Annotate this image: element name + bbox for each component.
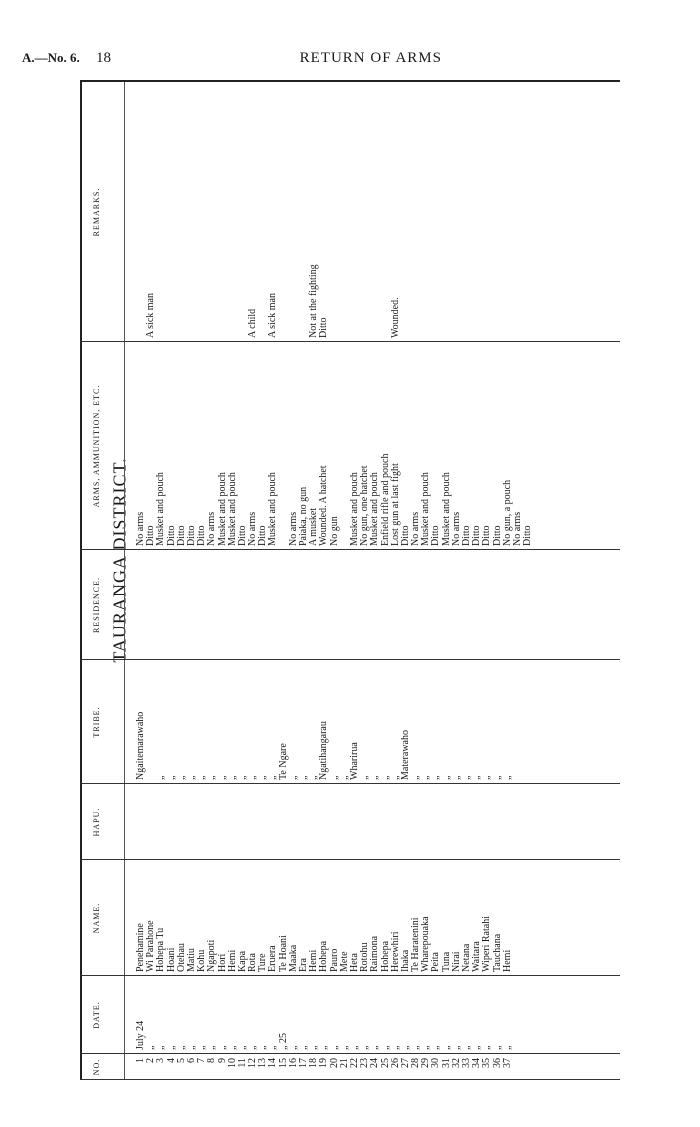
row-date: „ [216, 1045, 228, 1050]
table-right-border [80, 80, 620, 82]
row-arms: Ditto [165, 525, 177, 546]
row-name: Era [298, 958, 309, 972]
row-date: „ 25 [277, 1033, 289, 1050]
row-arms: Ditto [257, 525, 269, 546]
row-number: 20 [328, 1058, 340, 1068]
row-arms: Ditto [430, 525, 442, 546]
row-name: Hohepa [379, 940, 391, 972]
document-reference: A.—No. 6. [22, 50, 80, 65]
row-arms: No arms [135, 511, 146, 546]
row-name [523, 862, 533, 972]
row-date: „ [501, 1045, 513, 1050]
col-header-no: NO. [92, 1058, 101, 1076]
row-arms: A musket [308, 507, 320, 546]
row-date: „ [369, 1045, 381, 1050]
row-tribe: „ [389, 775, 401, 780]
row-number [523, 1058, 533, 1078]
row-name: Otehau [175, 943, 187, 972]
row-arms: Ditto [471, 525, 483, 546]
row-date: „ [328, 1045, 340, 1050]
row-number [513, 1058, 523, 1078]
row-name: Hohepa [318, 940, 330, 972]
row-name: Wiperi Ratahi [481, 916, 493, 972]
row-tribe: Te Ngare [277, 743, 289, 780]
row-number: 35 [481, 1058, 493, 1068]
running-title: RETURN OF ARMS [299, 50, 442, 66]
row-date: „ [379, 1045, 391, 1050]
row-name: Tuna [440, 951, 452, 972]
row-arms: Musket and pouch [267, 472, 279, 546]
row-number: 34 [471, 1058, 483, 1068]
row-arms: Ditto [481, 525, 493, 546]
row-name: Hoani [165, 947, 177, 972]
row-remarks: A sick man [267, 293, 279, 338]
row-name: Netana [461, 943, 472, 972]
row-tribe: „ [257, 775, 269, 780]
row-name: Hori [216, 953, 228, 972]
row-arms: Lost gun at last fight [389, 463, 401, 546]
row-remarks [279, 88, 289, 338]
row-tribe: Materawaho [399, 730, 411, 780]
row-remarks [523, 88, 533, 338]
row-arms: Musket and pouch [155, 472, 167, 546]
row-remarks [187, 88, 197, 338]
row-arms: Musket and pouch [440, 472, 452, 546]
row-number: 3 [155, 1058, 167, 1063]
row-tribe: „ [481, 775, 493, 780]
row-date: „ [359, 1045, 371, 1050]
row-number: 18 [308, 1058, 320, 1068]
row-tribe: „ [491, 775, 503, 780]
row-arms: Wounded. A hatchet [318, 465, 330, 546]
row-tribe: „ [440, 775, 452, 780]
row-arms: Ditto [461, 525, 472, 546]
row-name: Hohepa Tu [155, 927, 167, 972]
row-tribe: Ngaitemarawaho [135, 711, 146, 780]
row-number: 25 [379, 1058, 391, 1068]
row-remarks [228, 88, 238, 338]
row-tribe: „ [196, 775, 208, 780]
col-header-hapu: HAPU. [92, 807, 101, 837]
row-remarks: A sick man [145, 293, 157, 338]
col-sep [80, 783, 620, 784]
row-date: „ [175, 1045, 187, 1050]
row-remarks [207, 88, 217, 338]
row-tribe: „ [450, 775, 462, 780]
row-date: „ [247, 1045, 259, 1050]
row-number: 23 [359, 1058, 371, 1068]
row-date: „ [257, 1045, 269, 1050]
row-name: Rota [247, 953, 259, 972]
row-tribe: „ [247, 775, 259, 780]
row-number: 16 [287, 1058, 299, 1068]
row-name: Waitara [471, 941, 483, 972]
col-header-date: DATE. [92, 1001, 101, 1029]
row-tribe: „ [236, 775, 248, 780]
row-tribe [513, 662, 523, 780]
row-tribe: „ [471, 775, 483, 780]
row-remarks: Not at the fighting [308, 264, 320, 338]
district-heading: TAURANGA DISTRICT. [109, 457, 130, 663]
row-date: „ [206, 1045, 218, 1050]
row-number: 32 [450, 1058, 462, 1068]
column-date [136, 978, 533, 1050]
row-date: „ [165, 1045, 177, 1050]
row-remarks: Ditto [318, 317, 330, 338]
row-remarks: A child [247, 308, 259, 338]
row-remarks [462, 88, 472, 338]
page-number: 18 [96, 50, 111, 66]
row-number: 5 [175, 1058, 187, 1063]
row-name: Hemi [501, 949, 513, 972]
row-name: Ture [257, 953, 269, 972]
row-tribe: „ [369, 775, 381, 780]
row-name: Heta [348, 953, 360, 972]
row-name: Penehamine [135, 923, 146, 972]
row-name: Eruera [267, 945, 279, 972]
row-tribe: „ [155, 775, 167, 780]
row-date: „ [185, 1045, 197, 1050]
row-remarks [513, 88, 523, 338]
col-sep [80, 549, 620, 550]
row-number: 29 [420, 1058, 432, 1068]
row-remarks [401, 88, 411, 338]
column-remarks [136, 88, 533, 338]
row-date: „ [430, 1045, 442, 1050]
row-tribe: Wharirua [348, 742, 360, 780]
row-arms: No arms [511, 511, 523, 546]
row-arms: Ditto [236, 525, 248, 546]
row-number: 28 [410, 1058, 422, 1068]
table-top-rule [80, 80, 82, 1080]
row-date: „ [481, 1045, 493, 1050]
row-number: 19 [318, 1058, 330, 1068]
col-header-residence: RESIDENCE. [92, 577, 101, 633]
row-remarks [340, 88, 350, 338]
row-remarks [442, 88, 452, 338]
row-name [513, 862, 523, 972]
row-name: Ihaka [399, 949, 411, 972]
row-tribe: „ [185, 775, 197, 780]
row-remarks [421, 88, 431, 338]
row-name: Kapa [236, 950, 248, 972]
row-name: Hemi [226, 949, 238, 972]
row-date: „ [145, 1045, 157, 1050]
row-remarks [289, 88, 299, 338]
row-tribe [146, 662, 156, 780]
table-left-border [80, 1079, 620, 1080]
row-date: „ [298, 1045, 309, 1050]
row-date: „ [226, 1045, 238, 1050]
row-number: 10 [226, 1058, 238, 1068]
row-name: Te Hoani [277, 935, 289, 972]
col-sep [80, 341, 620, 342]
row-name: Raimona [369, 935, 381, 972]
row-remarks [156, 88, 166, 338]
row-arms: No arms [206, 511, 218, 546]
row-arms: Ditto [399, 525, 411, 546]
row-arms: Ditto [175, 525, 187, 546]
row-arms: No arms [450, 511, 462, 546]
row-tribe: Ngatihangarau [318, 721, 330, 780]
row-date: „ [287, 1045, 299, 1050]
row-arms: Ditto [491, 525, 503, 546]
row-number: 37 [501, 1058, 513, 1068]
row-number: 4 [165, 1058, 177, 1063]
row-number: 1 [135, 1058, 146, 1063]
row-arms: No arms [287, 511, 299, 546]
row-number: 17 [298, 1058, 309, 1068]
row-number: 8 [206, 1058, 218, 1063]
row-number: 12 [247, 1058, 259, 1068]
row-tribe: „ [308, 775, 320, 780]
row-arms: Ditto [145, 525, 157, 546]
row-date: „ [420, 1045, 432, 1050]
row-tribe [523, 662, 533, 780]
row-arms: Musket and pouch [420, 472, 432, 546]
row-date: „ [471, 1045, 483, 1050]
row-tribe: „ [461, 775, 472, 780]
row-name: Wi Parahone [145, 920, 157, 972]
row-arms: No gun, one hatchet [359, 465, 371, 546]
row-number: 9 [216, 1058, 228, 1063]
row-arms: Musket and pouch [216, 472, 228, 546]
row-name: Tauchana [491, 933, 503, 972]
row-name: Kohu [196, 949, 208, 972]
row-date: „ [236, 1045, 248, 1050]
row-number: 13 [257, 1058, 269, 1068]
row-arms: Enfield rifle and pouch [379, 453, 391, 546]
row-remarks [431, 88, 441, 338]
column-name [136, 862, 533, 972]
row-date: „ [308, 1045, 320, 1050]
row-remarks [218, 88, 228, 338]
row-number: 24 [369, 1058, 381, 1068]
row-remarks [472, 88, 482, 338]
col-header-remarks: REMARKS. [92, 187, 101, 237]
row-date: „ [410, 1045, 422, 1050]
row-remarks: Wounded. [389, 297, 401, 338]
row-name: Pauro [328, 948, 340, 972]
row-date: „ [338, 1045, 350, 1050]
row-arms: Ditto [185, 525, 197, 546]
row-remarks [360, 88, 370, 338]
row-arms: No arms [247, 511, 259, 546]
row-tribe: „ [501, 775, 513, 780]
row-tribe: „ [379, 775, 391, 780]
row-number: 30 [430, 1058, 442, 1068]
row-date: „ [155, 1045, 167, 1050]
row-arms: Ditto [522, 525, 534, 546]
row-remarks [452, 88, 462, 338]
header-rule [124, 80, 125, 1080]
row-arms: Ditto [196, 525, 208, 546]
row-name: Rotohu [359, 942, 371, 972]
row-number: 27 [399, 1058, 411, 1068]
row-tribe: „ [206, 775, 218, 780]
row-number: 33 [461, 1058, 472, 1068]
row-name: Maaka [287, 944, 299, 972]
row-date: „ [196, 1045, 208, 1050]
row-number: 6 [185, 1058, 197, 1063]
row-tribe: „ [226, 775, 238, 780]
row-date: „ [461, 1045, 472, 1050]
row-number: 11 [236, 1058, 248, 1068]
row-date: „ [348, 1045, 360, 1050]
row-tribe: „ [420, 775, 432, 780]
row-remarks [330, 88, 340, 338]
row-date [523, 978, 533, 1050]
row-remarks [197, 88, 207, 338]
row-tribe: „ [267, 775, 279, 780]
row-number: 2 [145, 1058, 157, 1063]
column-no [136, 1058, 533, 1078]
row-remarks [350, 88, 360, 338]
col-sep [80, 659, 620, 660]
row-name: Ngapoti [206, 939, 218, 972]
row-date: July 24 [135, 1020, 146, 1050]
row-tribe: „ [287, 775, 299, 780]
row-number: 22 [348, 1058, 360, 1068]
row-number: 7 [196, 1058, 208, 1063]
col-sep [80, 975, 620, 976]
row-number: 14 [267, 1058, 279, 1068]
row-name: Wharepouaka [420, 916, 432, 972]
row-tribe: „ [430, 775, 442, 780]
row-arms: No arms [410, 511, 422, 546]
col-header-tribe: TRIBE. [92, 706, 101, 738]
col-header-name: NAME. [92, 902, 101, 934]
row-tribe: „ [328, 775, 340, 780]
column-arms [136, 346, 533, 546]
row-date: „ [399, 1045, 411, 1050]
return-of-arms-table [80, 80, 620, 1080]
row-arms: Musket and pouch [226, 472, 238, 546]
row-number: 26 [389, 1058, 401, 1068]
row-remarks [411, 88, 421, 338]
row-tribe: „ [216, 775, 228, 780]
row-remarks [482, 88, 492, 338]
row-remarks [370, 88, 380, 338]
row-arms: No gun, a pouch [501, 479, 513, 546]
row-arms: Musket and pouch [369, 472, 381, 546]
row-date: „ [440, 1045, 452, 1050]
row-name: Nirai [450, 951, 462, 972]
row-tribe: „ [165, 775, 177, 780]
row-tribe: „ [359, 775, 371, 780]
row-name: Matiu [185, 948, 197, 972]
row-arms: Paiaka, no gun [298, 486, 309, 546]
col-sep [80, 1053, 620, 1054]
row-name: Mete [338, 951, 350, 972]
row-name: Herewhiri [389, 931, 401, 972]
col-header-arms: ARMS, AMMUNITION, ETC. [92, 384, 101, 508]
column-tribe [136, 662, 533, 780]
row-remarks [238, 88, 248, 338]
row-number: 36 [491, 1058, 503, 1068]
row-number: 15 [277, 1058, 289, 1068]
row-date: „ [389, 1045, 401, 1050]
row-remarks [493, 88, 503, 338]
row-number: 21 [338, 1058, 350, 1068]
row-remarks [167, 88, 177, 338]
row-tribe: „ [175, 775, 187, 780]
row-tribe: „ [338, 775, 350, 780]
row-date: „ [450, 1045, 462, 1050]
row-date [513, 978, 523, 1050]
row-remarks [177, 88, 187, 338]
row-name: Hemi [308, 949, 320, 972]
row-number: 31 [440, 1058, 452, 1068]
row-arms: No gun [328, 516, 340, 546]
row-date: „ [491, 1045, 503, 1050]
col-sep [80, 859, 620, 860]
row-date: „ [267, 1045, 279, 1050]
row-arms: Musket and pouch [348, 472, 360, 546]
row-tribe: „ [298, 775, 309, 780]
row-name: Te Haratenini [410, 917, 422, 972]
row-tribe: „ [410, 775, 422, 780]
row-name: Peita [430, 952, 442, 972]
row-remarks [503, 88, 513, 338]
row-date: „ [318, 1045, 330, 1050]
